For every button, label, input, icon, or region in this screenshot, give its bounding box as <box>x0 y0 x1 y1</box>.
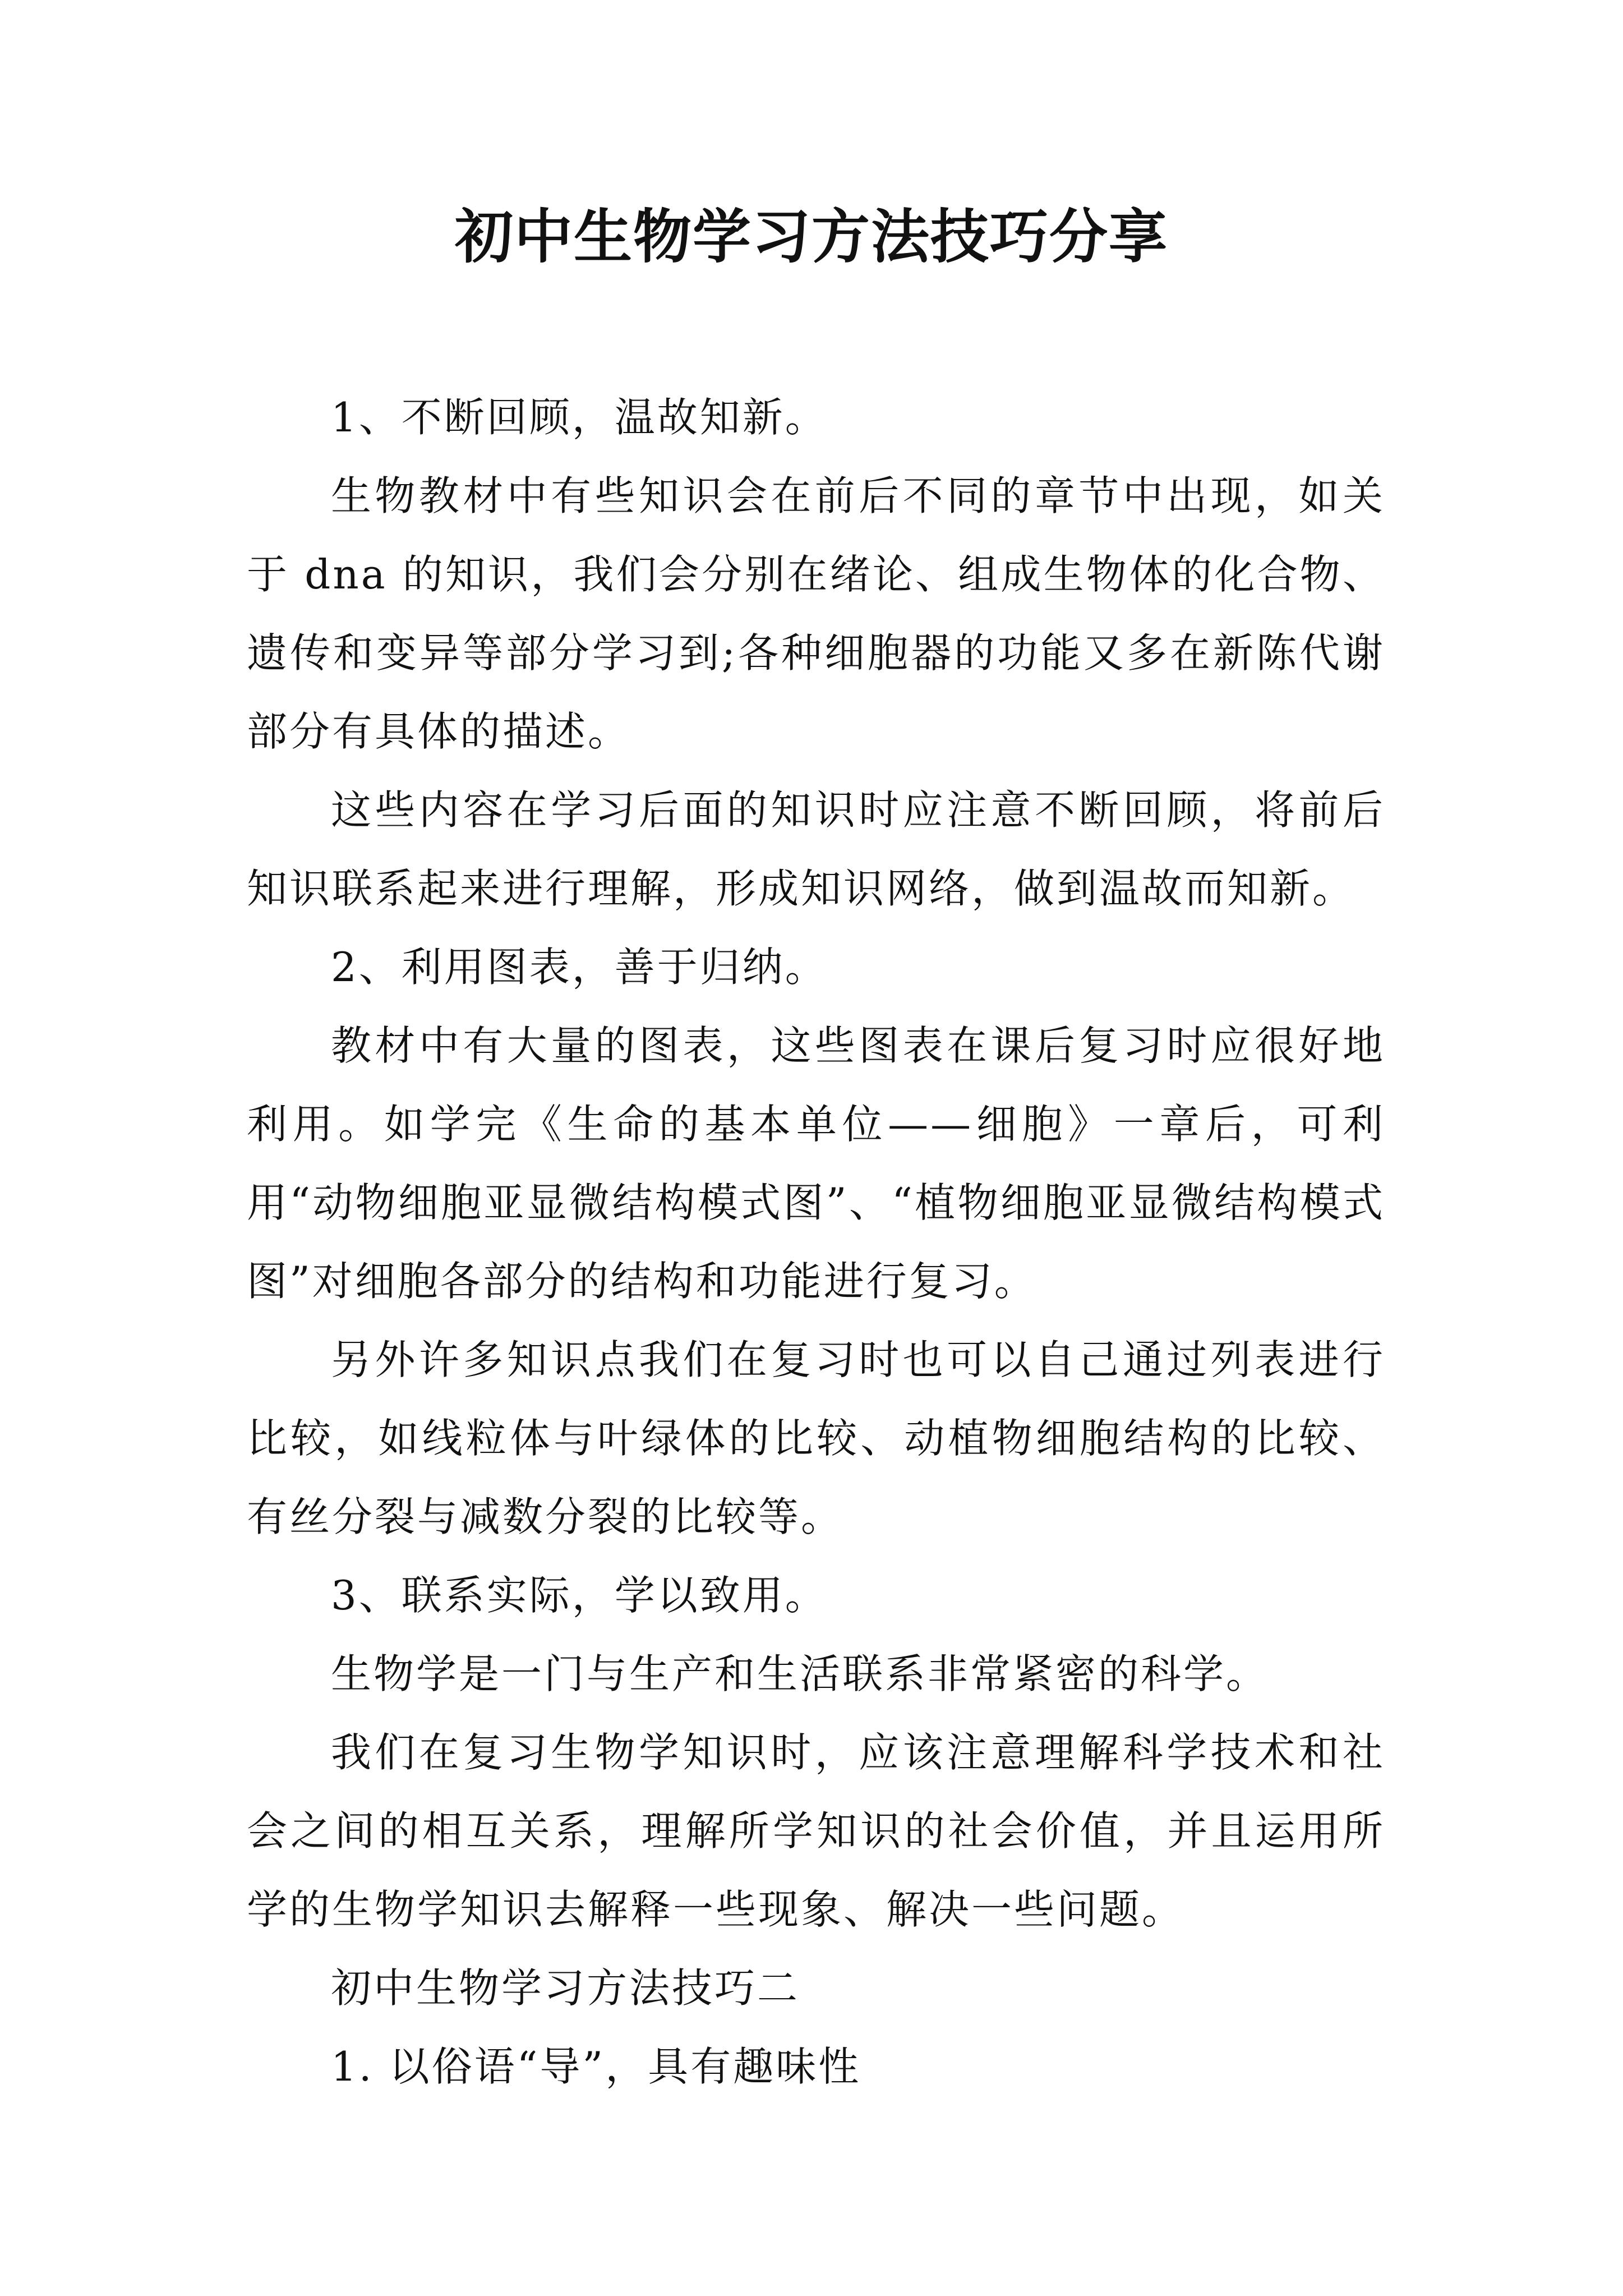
paragraph: 我们在复习生物学知识时，应该注意理解科学技术和社会之间的相互关系，理解所学知识的社会价值，并且运用所学的生物学知识去解释一些现象、解决一些问题。 <box>247 1729 1385 1933</box>
section-heading-3: 3、联系实际，学以致用。 <box>331 1572 828 1619</box>
paragraph: 教材中有大量的图表，这些图表在课后复习时应很好地利用。如学完《生命的基本单位——细胞》一章后，可利用“动物细胞亚显微结构模式图”、“植物细胞亚显微结构模式图”对细胞各部分的结构和功能进行复习。 <box>247 1022 1385 1305</box>
subsection-title: 初中生物学习方法技巧二 <box>331 1964 800 2012</box>
section-heading-1: 1、不断回顾，温故知新。 <box>331 394 828 441</box>
section-heading-4: 1. 以俗语“导”，具有趣味性 <box>331 2043 861 2090</box>
paragraph: 另外许多知识点我们在复习时也可以自己通过列表进行比较，如线粒体与叶绿体的比较、动植物细胞结构的比较、有丝分裂与减数分裂的比较等。 <box>247 1336 1385 1540</box>
paragraph: 生物教材中有些知识会在前后不同的章节中出现，如关于 dna 的知识，我们会分别在绪论、组成生物体的化合物、遗传和变异等部分学习到;各种细胞器的功能又多在新陈代谢部分有具体的描述。 <box>247 472 1385 755</box>
document-body <box>247 378 1385 2106</box>
paragraph: 生物学是一门与生产和生活联系非常紧密的科学。 <box>331 1650 1269 1697</box>
paragraph: 这些内容在学习后面的知识时应注意不断回顾，将前后知识联系起来进行理解，形成知识网络，做到温故而知新。 <box>247 786 1385 912</box>
section-heading-2: 2、利用图表，善于归纳。 <box>331 944 828 991</box>
page-title: 初中生物学习方法技巧分享 <box>454 202 1168 271</box>
